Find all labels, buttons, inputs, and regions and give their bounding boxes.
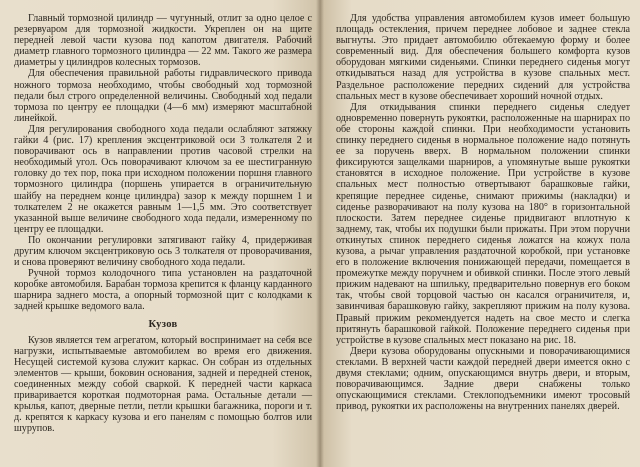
- paragraph: Для откидывания спинки переднего сиденья следует одновременно повернуть рукоятки, расположенные на шарнирах по обе стороны каждой спинки. При необходимости установить спинку переднего сиденья в нормальное положение надо потянуть ее за поручень вверх. В нормальном положении спинки фиксируются защелками шарниров, а упомянутые выше рукоятки становятся в исходное положение. При устройстве в кузове спальных мест полностью отвертывают барашковые гайки, крепящие переднее сиденье, снимают прижимы (накладки) и сиденье разворачивают на полу кузова на 180° в горизонтальной плоскости. Затем переднее сиденье придвигают вплотную к заднему, так, чтобы их подушки были прижаты. При этом поручни откинутых спинок переднего сиденья ложатся на кожух пола кузова, а рычаг управления раздаточной коробкой, при установке его в положение включения понижающей передачи, помещается в промежутке между поручнем и обивкой спинки. После этого левый прижим надевают на шпильку, предварительно повернув его боком так, чтобы свой торцовой частью он касался ограничителя, и, завинчивая барашковую гайку, закрепляют прижим на полу кузова. Правый прижим рекомендуется надеть на свое место и слегка притянуть барашковой гайкой. Положение переднего сиденья при устройстве в кузове спальных мест показано на рис. 18.: [336, 101, 630, 346]
- paragraph: Двери кузова оборудованы опускными и поворачивающимися стеклами. В верхней части каждой передней двери имеется окно с двумя стеклами; одним, опускающимся внутрь двери, и вторым, поворачивающимся. Задние двери снабжены только опускающимися стеклами. Стеклоподъемники имеют тросовый привод, рукоятки их расположены на внутренних панелях дверей.: [336, 345, 630, 413]
- right-page: [320, 0, 640, 467]
- paragraph: Кузов является тем агрегатом, который воспринимает на себя все нагрузки, испытываемые автомобилем во время его движения. Несущей системой кузова служит каркас. Он собран из отдельных элементов — крыши, боковин основания, задней и передней стенок, соединенных между собой сваркой. К передней части каркаса приваривается короткая подмоторная рама. Остальные детали — крылья, капот, дверные петли, петли крышки багажника, пороги и т. д. крепятся к каркасу кузова и его панелям с помощью болтов или шурупов.: [14, 334, 312, 435]
- paragraph: Главный тормозной цилиндр — чугунный, отлит за одно целое с резервуаром для тормозной жидкости. Укреплен он на щите передней левой части кузова под капотом двигателя. Рабочий диаметр главного тормозного цилиндра — 22 мм. Такого же размера диаметры у цилиндров колесных тормозов.: [14, 13, 312, 69]
- paragraph: Для регулирования свободного хода педали ослабляют затяжку гайки 4 (рис. 17) крепления эксцентриковой оси 3 толкателя 2 и поворачивают ось в направлении против часовой стрелки на необходимый угол. Ось поворачивают ключом за ее шестигранную головку до тех пор, пока при исходном положении поршня главного тормозного цилиндра (поршень упирается в ограничительную шайбу на переднем конце цилиндра) зазор к между поршнем 1 и толкателем 2 не окажется равным 1—1,5 мм. Это соответствует указанной выше величине свободного хода педали, измеренному по центру ее площадки.: [14, 123, 312, 235]
- paragraph: По окончании регулировки затягивают гайку 4, придерживая другим ключом эксцентриковую ось 3 толкателя от проворачивания, и снова проверяют величину свободного хода педали.: [14, 234, 312, 269]
- book-gutter: [316, 0, 324, 467]
- paragraph: Для удобства управления автомобилем кузов имеет большую площадь остекления, причем переднее лобовое и заднее стекла выгнуты. Это придает автомобилю обтекаемую форму и более современный вид. Для обеспечения большего комфорта кузов оборудован мягкими сиденьями. Спинки переднего сиденья могут откидываться назад для устройства в кузове спальных мест. Раздельное расположение передних сидений для устройства спальных мест в кузове обеспечивает хороший ночной отдых.: [336, 13, 630, 102]
- paragraph: Для обеспечения правильной работы гидравлического привода ножного тормоза необходимо, чтобы свободный ход тормозной педали был строго определенной величины. Свободный ход педали тормоза по центру ее площадки (4—6 мм) измеряют масштабной линейкой.: [14, 68, 312, 124]
- paragraph: Ручной тормоз колодочного типа установлен на раздаточной коробке автомобиля. Барабан тормоза крепится к фланцу карданного шарнира заднего моста, а опорный тормозной щит с колодками к задней крышке ведомого вала.: [14, 268, 312, 313]
- section-heading: Кузов: [148, 318, 178, 330]
